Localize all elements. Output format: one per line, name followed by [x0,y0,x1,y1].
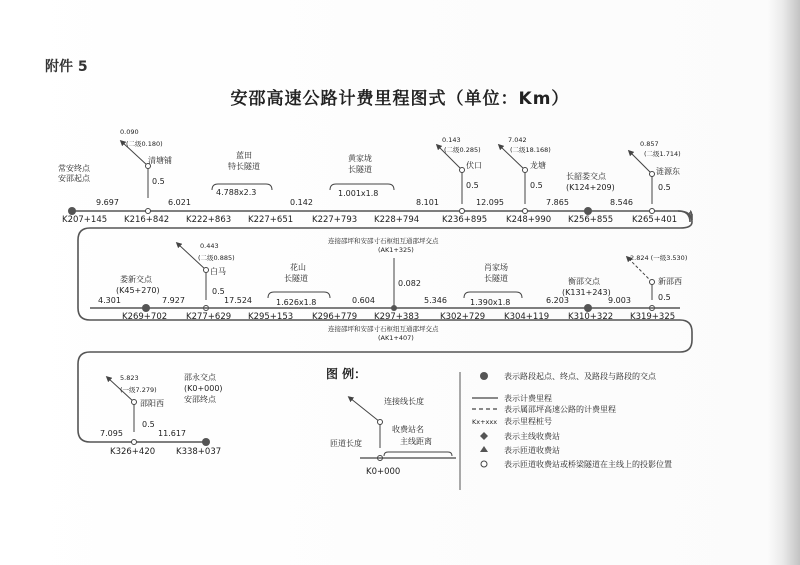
svg-text:(一级7.279): (一级7.279) [120,386,157,394]
hub-bottom-label [328,324,439,342]
svg-text:1.626x1.8: 1.626x1.8 [276,298,317,307]
svg-text:表示主线收费站: 表示主线收费站 [504,432,560,441]
svg-text:4.788x2.3: 4.788x2.3 [216,188,257,197]
svg-text:邵永交点: 邵永交点 [184,373,216,382]
tunnel-huangjiaxiang [330,153,394,198]
svg-text:(二级1.714): (二级1.714) [644,150,681,158]
svg-text:K277+629: K277+629 [186,312,232,322]
svg-text:K296+779: K296+779 [312,312,358,322]
svg-text:(K124+209): (K124+209) [566,183,615,192]
svg-text:(AK1+325): (AK1+325) [378,246,414,254]
svg-text:花山: 花山 [290,263,306,272]
tunnel-xiaojiachang [464,262,522,307]
svg-text:1.001x1.8: 1.001x1.8 [338,189,379,198]
svg-text:龙塘: 龙塘 [530,161,546,170]
svg-text:K297+383: K297+383 [374,312,420,322]
row1-stakes [62,215,677,225]
svg-text:K310+322: K310+322 [568,312,614,322]
svg-text:K265+401: K265+401 [632,215,678,225]
svg-text:邵阳西: 邵阳西 [140,399,164,408]
svg-text:清塘铺: 清塘铺 [148,156,172,165]
svg-text:长隧道: 长隧道 [484,274,508,283]
row3-distances [100,429,186,438]
svg-text:8.546: 8.546 [610,198,633,207]
svg-text:0.5: 0.5 [658,293,671,302]
svg-text:7.042: 7.042 [508,136,527,144]
svg-text:K295+153: K295+153 [248,312,294,322]
row2-distances [98,296,631,305]
svg-text:伏口: 伏口 [466,161,482,170]
row1-start-node [68,207,76,215]
svg-text:K304+119: K304+119 [504,312,550,322]
svg-text:12.095: 12.095 [476,198,504,207]
svg-text:长隧道: 长隧道 [284,274,308,283]
svg-text:涟源东: 涟源东 [656,167,680,176]
svg-text:特长隧道: 特长隧道 [228,162,260,171]
interchange-lianyuandong [630,140,681,214]
svg-text:5.823: 5.823 [120,374,139,382]
svg-text:(K45+270): (K45+270) [116,286,160,295]
svg-text:收费站名: 收费站名 [392,425,424,434]
svg-text:0.5: 0.5 [152,177,165,186]
junction-hengshao [562,276,611,312]
svg-text:K0+000: K0+000 [366,467,401,477]
row2-stakes [122,312,675,322]
svg-text:7.095: 7.095 [100,429,123,438]
svg-text:肖家场: 肖家场 [484,263,508,272]
svg-text:K228+794: K228+794 [374,215,420,225]
svg-text:0.857: 0.857 [640,140,659,148]
svg-text:K256+855: K256+855 [568,215,614,225]
svg-text:常安终点: 常安终点 [58,164,90,173]
svg-text:主线距离: 主线距离 [400,437,432,446]
svg-text:表示里程桩号: 表示里程桩号 [504,417,552,426]
svg-text:K227+651: K227+651 [248,215,294,225]
svg-text:4.301: 4.301 [98,296,121,305]
svg-text:K227+793: K227+793 [312,215,358,225]
svg-text:K302+729: K302+729 [440,312,486,322]
svg-text:17.524: 17.524 [224,296,252,305]
svg-text:表示属邵坪高速公路的计费里程: 表示属邵坪高速公路的计费里程 [504,405,616,414]
svg-text:6.021: 6.021 [168,198,191,207]
page-title: 安邵高速公路计费里程图式（单位：Km） [230,89,570,109]
svg-text:2.824 (一级3.530): 2.824 (一级3.530) [630,254,688,262]
svg-text:长隧道: 长隧道 [348,165,372,174]
row3-stakes [110,447,221,457]
appendix-label: 附件 5 [45,59,88,75]
svg-text:K222+863: K222+863 [186,215,232,225]
svg-text:7.927: 7.927 [162,296,185,305]
interchange-xinshaoxi [628,253,687,311]
legend-stake-symbol: Kx+xxx [472,418,498,426]
svg-text:连接线长度: 连接线长度 [384,397,424,406]
svg-text:K216+842: K216+842 [124,215,170,225]
row1-distances [96,198,633,207]
svg-text:0.443: 0.443 [200,242,219,250]
svg-text:黄家垅: 黄家垅 [348,154,372,163]
svg-text:表示匝道收费站或桥梁隧道在主线上的投影位置: 表示匝道收费站或桥梁隧道在主线上的投影位置 [504,460,672,469]
svg-text:新邵西: 新邵西 [658,277,682,286]
svg-text:(二级18.168): (二级18.168) [510,146,551,154]
svg-text:娄新交点: 娄新交点 [120,275,152,284]
svg-text:(二级0.885): (二级0.885) [198,254,235,262]
svg-text:白马: 白马 [210,267,226,276]
svg-text:匝道长度: 匝道长度 [330,439,362,448]
svg-text:0.5: 0.5 [530,181,543,190]
svg-text:7.865: 7.865 [546,198,569,207]
junction-louxin [116,274,160,312]
svg-text:表示匝道收费站: 表示匝道收费站 [504,446,560,455]
row3-end-node [202,438,210,446]
legend-open-circle-icon [481,461,487,467]
interchange-qingtangpu [120,128,172,214]
svg-text:K236+895: K236+895 [442,215,488,225]
row1-start-label [58,163,91,183]
svg-text:连接邵坪和安邵寸石枢纽互通邵坪交点: 连接邵坪和安邵寸石枢纽互通邵坪交点 [328,325,439,333]
svg-text:8.101: 8.101 [416,198,439,207]
hub-connector [391,258,421,311]
svg-text:9.003: 9.003 [608,296,631,305]
tunnel-huashan [268,262,330,307]
legend-triangle-icon [480,446,488,452]
svg-text:(AK1+407): (AK1+407) [378,334,414,342]
svg-text:(二级0.285): (二级0.285) [444,146,481,154]
svg-text:0.5: 0.5 [212,287,225,296]
svg-text:9.697: 9.697 [96,198,119,207]
svg-text:0.604: 0.604 [352,296,375,305]
svg-text:0.5: 0.5 [466,181,479,190]
svg-text:0.143: 0.143 [442,136,461,144]
svg-text:K269+702: K269+702 [122,312,168,322]
svg-text:0.082: 0.082 [398,279,421,288]
svg-text:长韶娄交点: 长韶娄交点 [566,172,606,181]
interchange-longtang [500,136,551,214]
legend-node-symbol [480,372,488,380]
svg-text:6.203: 6.203 [546,296,569,305]
svg-text:安邵起点: 安邵起点 [58,174,90,183]
svg-text:(K131+243): (K131+243) [562,288,611,297]
svg-text:衡邵交点: 衡邵交点 [568,277,600,286]
svg-text:0.5: 0.5 [658,183,671,192]
svg-text:1.390x1.8: 1.390x1.8 [470,298,511,307]
svg-text:连接邵坪和安邵寸石枢纽互通邵坪交点: 连接邵坪和安邵寸石枢纽互通邵坪交点 [328,237,439,245]
hub-top-label [328,236,439,254]
svg-text:K248+990: K248+990 [506,215,552,225]
svg-text:蓝田: 蓝田 [236,151,252,160]
svg-text:0.142: 0.142 [290,198,313,207]
svg-text:0.5: 0.5 [142,420,155,429]
svg-text:0.090: 0.090 [120,128,139,136]
svg-text:11.617: 11.617 [158,429,186,438]
svg-text:(二级0.180): (二级0.180) [126,140,163,148]
legend-diamond-icon [480,432,488,440]
svg-text:表示计费里程: 表示计费里程 [504,394,552,403]
legend-example [330,396,456,477]
tunnel-lantian [212,150,272,197]
row3-end-label [184,372,223,404]
legend-items [472,371,672,469]
svg-text:K319+325: K319+325 [630,312,676,322]
svg-text:(K0+000): (K0+000) [184,384,223,393]
junction-changshaolou [566,171,615,215]
svg-text:K338+037: K338+037 [176,447,222,457]
svg-text:K207+145: K207+145 [62,215,108,225]
svg-text:5.346: 5.346 [424,296,447,305]
svg-text:表示路段起点、终点、及路段与路段的交点: 表示路段起点、终点、及路段与路段的交点 [504,372,656,381]
svg-text:安邵终点: 安邵终点 [184,395,216,404]
svg-text:K326+420: K326+420 [110,447,156,457]
legend-title: 图 例： [326,367,367,381]
